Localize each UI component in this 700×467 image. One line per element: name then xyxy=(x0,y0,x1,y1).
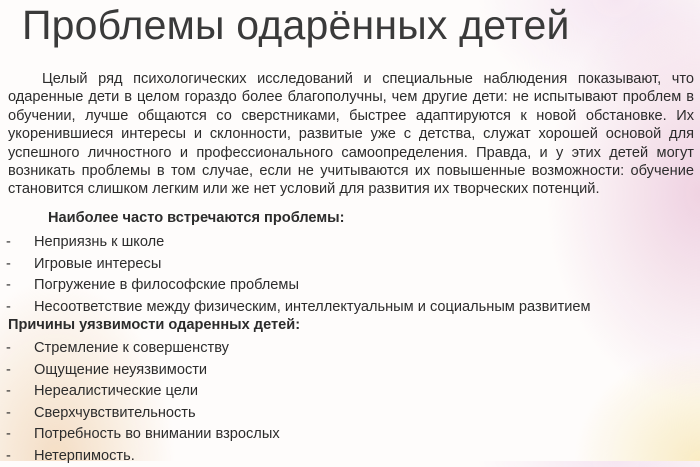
bullet-dash: - xyxy=(6,297,16,319)
problems-list-item-text: Игровые интересы xyxy=(34,254,161,276)
bullet-dash: - xyxy=(6,360,16,382)
problems-heading: Наиболее часто встречаются проблемы: xyxy=(48,210,344,226)
problems-list-item-text: Несоответствие между физическим, интеллектуальным и социальным развитием xyxy=(34,297,591,319)
problems-list-item-text: Неприязнь к школе xyxy=(34,232,164,254)
bullet-dash: - xyxy=(6,338,16,360)
causes-list-item-text: Стремление к совершенству xyxy=(34,338,229,360)
causes-heading: Причины уязвимости одаренных детей: xyxy=(8,317,300,333)
bullet-dash: - xyxy=(6,275,16,297)
causes-list-item-text: Нереалистические цели xyxy=(34,381,198,403)
problems-list-item-text: Погружение в философские проблемы xyxy=(34,275,299,297)
causes-list-item-text: Сверхчувствительность xyxy=(34,403,196,425)
bullet-dash: - xyxy=(6,403,16,425)
bullet-dash: - xyxy=(6,254,16,276)
bullet-dash: - xyxy=(6,381,16,403)
causes-list-item-text: Нетерпимость. xyxy=(34,446,135,467)
causes-list-item-text: Потребность во внимании взрослых xyxy=(34,424,280,446)
bullet-dash: - xyxy=(6,424,16,446)
slide-title: Проблемы одарённых детей xyxy=(22,2,570,49)
bullet-dash: - xyxy=(6,232,16,254)
bullet-dash: - xyxy=(6,446,16,467)
causes-list-item-text: Ощущение неуязвимости xyxy=(34,360,207,382)
intro-paragraph: Целый ряд психологических исследований и специальные наблюдения показывают, что одаренные дети в целом гораздо более благополучны, чем другие дети: не испытывают проблем в обучении, лучше общаются со сверстниками, быстрее адаптируются к новой обстановке. Их укоренившиеся интересы и склонности, развитые уже с детства, служат хорошей основой для успешного личностного и профессионального самоопределения. Правда, и у этих детей могут возникать проблемы в том случае, если не учитываются их повышенные возможности: обучение становится слишком легким или же нет условий для развития их творческих потенций. xyxy=(8,70,694,199)
